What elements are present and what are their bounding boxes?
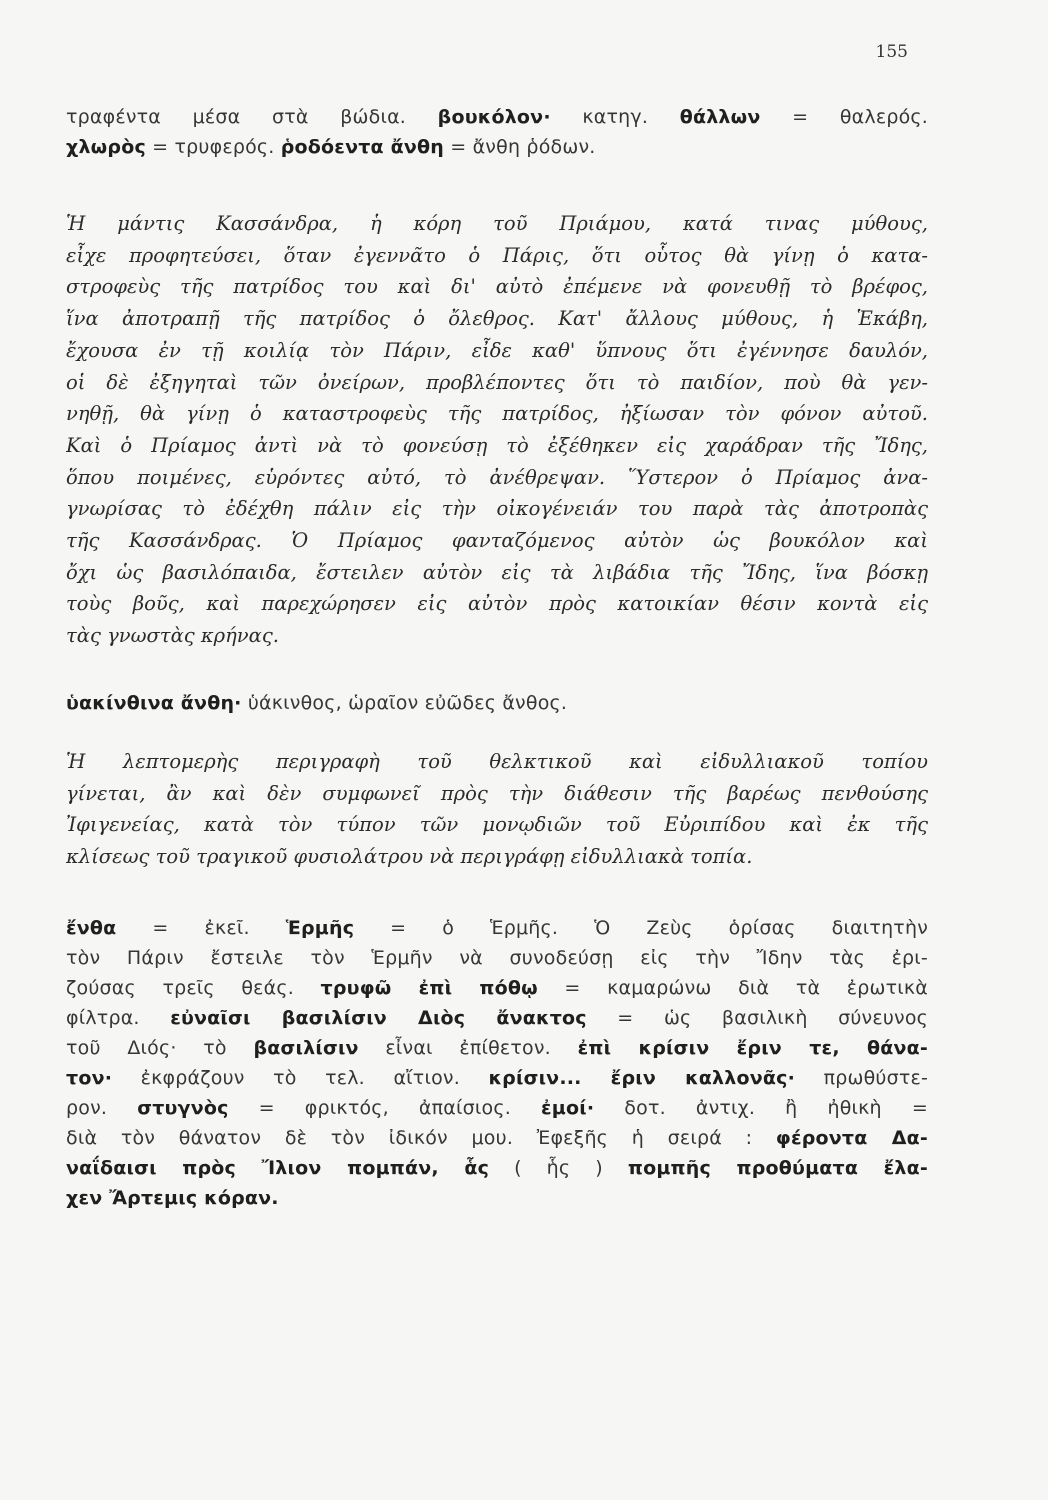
text-run: = θαλερός. <box>760 106 928 128</box>
lemma-bold: Ἑρμῆς <box>285 916 355 939</box>
lemma-bold: βασιλίσιν <box>253 1036 359 1059</box>
page-number: 155 <box>875 42 908 62</box>
text-line <box>66 1033 928 1063</box>
commentary-2 <box>66 746 928 873</box>
text-run: ἐκφράζουν τὸ τελ. αἴτιον. <box>112 1066 489 1089</box>
text-line <box>66 1153 928 1183</box>
page-body <box>66 102 928 1213</box>
text-line <box>66 1063 928 1093</box>
text-run: ἔχουσα ἐν τῇ κοιλίᾳ τὸν Πάριν, εἶδε καθ' ὕπνους ὅτι ἐγέννησε δαυλόν, <box>66 338 928 362</box>
text-run: ρον. <box>66 1096 138 1119</box>
text-run: στροφεὺς τῆς πατρίδος του καὶ δι' αὐτὸ ἐπέμενε νὰ φονευθῇ τὸ βρέφος, <box>66 275 928 299</box>
text-line <box>66 913 928 943</box>
lemma-bold: στυγνὸς <box>137 1096 229 1119</box>
text-run: τὰς γνωστὰς κρήνας. <box>66 624 279 648</box>
text-run: ὑάκινθος, ὡραῖον εὐῶδες ἄνθος. <box>241 691 568 714</box>
lemma-bold: θάλλων <box>679 106 761 128</box>
text-run: κατηγ. <box>550 106 680 128</box>
text-line <box>66 841 928 873</box>
text-line <box>66 1123 928 1153</box>
text-run: τοὺς βοῦς, καὶ παρεχώρησεν εἰς αὐτὸν πρὸς κατοικίαν θέσιν κοντὰ εἰς <box>66 592 928 616</box>
text-run: κλίσεως τοῦ τραγικοῦ φυσιολάτρου νὰ περιγράφῃ εἰδυλλιακὰ τοπία. <box>66 844 753 868</box>
text-line <box>66 335 928 367</box>
lemma-bold: εὐναῖσι βασιλίσιν Διὸς ἄνακτος <box>170 1006 587 1029</box>
text-run: = ὡς βασιλικὴ σύνευνος <box>586 1006 928 1029</box>
text-run: φίλτρα. <box>66 1006 171 1029</box>
text-line <box>66 132 928 162</box>
text-line <box>66 367 928 399</box>
text-run: ἵνα ἀποτραπῇ τῆς πατρίδος ὁ ὄλεθρος. Κατ' ἄλλους μύθους, ἡ Ἑκάβη, <box>66 307 928 331</box>
text-line <box>66 973 928 1003</box>
glosses-2 <box>66 688 928 718</box>
text-run: = ὁ Ἑρμῆς. Ὁ Ζεὺς ὁρίσας διαιτητὴν <box>354 916 928 939</box>
lemma-bold: χλωρὸς <box>66 136 146 158</box>
text-line <box>66 303 928 335</box>
lemma-bold: τον· <box>66 1066 113 1089</box>
text-run: ὄχι ὡς βασιλόπαιδα, ἔστειλεν αὐτὸν εἰς τὰ λιβάδια τῆς Ἴδης, ἵνα βόσκῃ <box>66 560 928 584</box>
text-line <box>66 688 928 718</box>
text-run: διὰ τὸν θάνατον δὲ τὸν ἰδικόν μου. Ἐφεξῆς ἡ σειρά : <box>66 1126 776 1149</box>
lemma-bold: πομπῆς προθύματα ἔλα- <box>627 1156 928 1179</box>
text-line <box>66 102 928 132</box>
text-line <box>66 493 928 525</box>
text-line <box>66 1183 928 1213</box>
text-run: νηθῇ, θὰ γίνῃ ὁ καταστροφεὺς τῆς πατρίδος, ἠξίωσαν τὸν φόνον αὐτοῦ. <box>66 402 928 426</box>
text-line <box>66 620 928 652</box>
text-run: εἶναι ἐπίθετον. <box>358 1036 578 1059</box>
text-run: ζούσας τρεῖς θεάς. <box>66 976 321 999</box>
text-line <box>66 1093 928 1123</box>
text-run: = ἐκεῖ. <box>116 916 286 939</box>
text-line <box>66 943 928 973</box>
text-line <box>66 809 928 841</box>
lemma-bold: χεν Ἄρτεμις κόραν. <box>66 1186 279 1209</box>
text-run: ὅπου ποιμένες, εὑρόντες αὐτό, τὸ ἀνέθρεψαν. Ὕστερον ὁ Πρίαμος ἀνα- <box>66 465 928 489</box>
text-line <box>66 557 928 589</box>
text-run: τραφέντα μέσα στὰ βώδια. <box>66 106 438 128</box>
text-line <box>66 430 928 462</box>
text-line <box>66 398 928 430</box>
commentary-1 <box>66 208 928 652</box>
text-run: = φρικτός, ἀπαίσιος. <box>228 1096 541 1119</box>
text-line <box>66 525 928 557</box>
lemma-bold: ἐμοί· <box>541 1096 595 1119</box>
text-run: πρωθύστε- <box>795 1066 928 1089</box>
lemma-bold: ὑακίνθινα ἄνθη· <box>66 691 242 714</box>
text-line <box>66 271 928 303</box>
text-run: τῆς Κασσάνδρας. Ὁ Πρίαμος φανταζόμενος αὐτὸν ὡς βουκόλον καὶ <box>66 529 928 553</box>
lemma-bold: τρυφῶ ἐπὶ πόθῳ <box>320 976 538 999</box>
text-run: τὸν Πάριν ἔστειλε τὸν Ἑρμῆν νὰ συνοδεύσῃ εἰς τὴν Ἴδην τὰς ἐρι- <box>66 946 928 969</box>
text-line <box>66 1003 928 1033</box>
text-line <box>66 240 928 272</box>
lemma-bold: ἐπὶ κρίσιν ἔριν τε, θάνα- <box>577 1036 928 1059</box>
lemma-bold: ἔνθα <box>66 916 117 939</box>
lemma-bold: κρίσιν... ἔριν καλλονᾶς· <box>488 1066 796 1089</box>
text-run: γίνεται, ἂν καὶ δὲν συμφωνεῖ πρὸς τὴν διάθεσιν τῆς βαρέως πενθούσης <box>66 781 928 805</box>
text-run: Ἡ μάντις Κασσάνδρα, ἡ κόρη τοῦ Πριάμου, κατά τινας μύθους, <box>66 212 928 235</box>
text-run: εἶχε προφητεύσει, ὅταν ἐγεννᾶτο ὁ Πάρις, ὅτι οὗτος θὰ γίνῃ ὁ κατα- <box>66 243 928 267</box>
text-run: γνωρίσας τὸ ἐδέχθη πάλιν εἰς τὴν οἰκογένειάν του παρὰ τὰς ἀποτροπὰς <box>66 497 928 521</box>
text-line <box>66 462 928 494</box>
lemma-bold: βουκόλον· <box>437 106 551 128</box>
text-run: Ἰφιγενείας, κατὰ τὸν τύπον τῶν μονῳδιῶν τοῦ Εὐριπίδου καὶ ἐκ τῆς <box>66 813 928 837</box>
glosses-3 <box>66 913 928 1213</box>
text-run: τοῦ Διός· τὸ <box>66 1036 254 1059</box>
lemma-bold: ῥοδόεντα ἄνθη <box>280 136 444 158</box>
text-run: = τρυφερός. <box>145 136 281 158</box>
text-run: δοτ. ἀντιχ. ἢ ἠθικὴ = <box>594 1096 928 1119</box>
lemma-bold: φέροντα Δα- <box>775 1126 928 1149</box>
text-run: Ἡ λεπτομερὴς περιγραφὴ τοῦ θελκτικοῦ καὶ εἰδυλλιακοῦ τοπίου <box>66 749 928 773</box>
text-run: = ἄνθη ῥόδων. <box>443 136 596 158</box>
text-line <box>66 746 928 778</box>
lemma-bold: ναΐδαισι πρὸς Ἴλιον πομπάν, ἇς <box>66 1156 490 1179</box>
text-run: Καὶ ὁ Πρίαμος ἀντὶ νὰ τὸ φονεύσῃ τὸ ἐξέθηκεν εἰς χαράδραν τῆς Ἴδης, <box>66 433 928 457</box>
text-line <box>66 588 928 620</box>
text-line <box>66 778 928 810</box>
text-line <box>66 208 928 240</box>
text-run: = καμαρώνω διὰ τὰ ἐρωτικὰ <box>537 976 928 999</box>
text-run: οἱ δὲ ἐξηγηταὶ τῶν ὀνείρων, προβλέποντες ὅτι τὸ παιδίον, ποὺ θὰ γεν- <box>66 370 928 394</box>
glosses-1 <box>66 102 928 162</box>
text-run: ( ἧς ) <box>489 1156 628 1179</box>
